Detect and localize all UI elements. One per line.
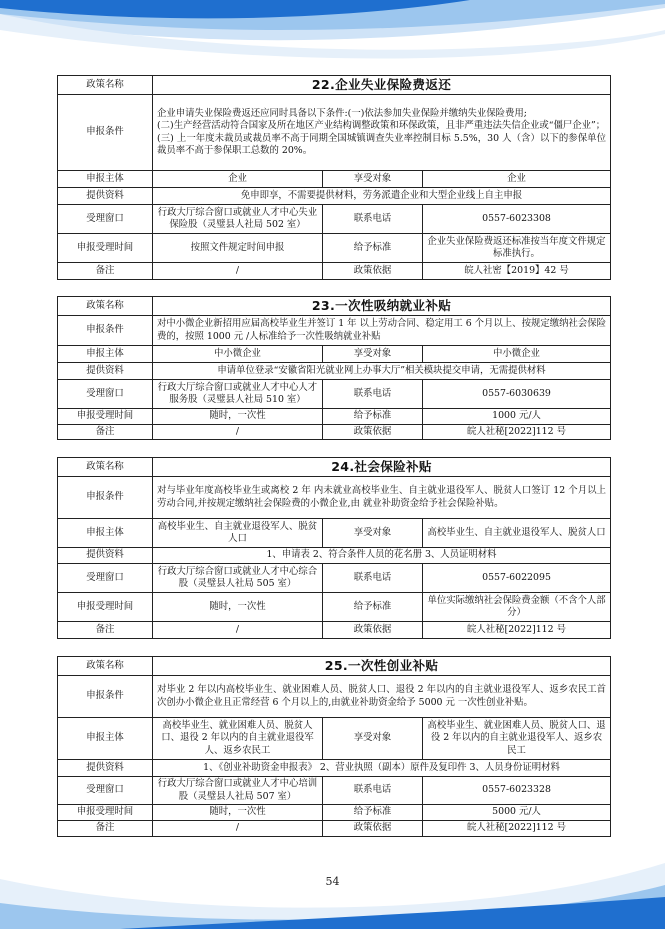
- basis-value: 皖人社秘[2022]112 号: [423, 424, 611, 440]
- time-value: 随时，一次性: [153, 409, 323, 425]
- beneficiary-label: 享受对象: [323, 346, 423, 363]
- page-number: 54: [325, 875, 340, 888]
- materials-value: 1、申请表 2、符合条件人员的花名册 3、人员证明材料: [153, 548, 611, 564]
- policy-title: 24.社会保险补贴: [153, 458, 611, 477]
- remark-value: /: [153, 424, 323, 440]
- footer-wave-decoration: [0, 819, 665, 929]
- materials-label: 提供资料: [58, 188, 153, 205]
- window-label: 受理窗口: [58, 777, 153, 805]
- header-wave-decoration: [0, 0, 665, 80]
- subject-value: 中小微企业: [153, 346, 323, 363]
- standard-value: 单位实际缴纳社会保险费金额（不含个人部分）: [423, 593, 611, 622]
- subject-label: 申报主体: [58, 519, 153, 548]
- window-label: 受理窗口: [58, 205, 153, 234]
- policy-table-25: [57, 656, 611, 837]
- remark-label: 备注: [58, 424, 153, 440]
- policy-table-22: [57, 75, 611, 280]
- remark-value: /: [153, 821, 323, 837]
- conditions-label: 申报条件: [58, 316, 153, 346]
- condition-line: (三) 上一年度未裁员或裁员率不高于同期全国城镇调查失业率控制目标 5.5%，30 人（含）以下的参保单位裁员率不高于参保职工总数的 20%。: [157, 132, 606, 156]
- policy-name-label: 政策名称: [58, 76, 153, 95]
- phone-label: 联系电话: [323, 380, 423, 409]
- beneficiary-value: 高校毕业生、就业困难人员、脱贫人口、退役 2 年以内的自主就业退役军人、返乡农民工: [423, 718, 611, 760]
- subject-value: 高校毕业生、自主就业退役军人、脱贫人口: [153, 519, 323, 548]
- phone-value: 0557-6023328: [423, 777, 611, 805]
- beneficiary-label: 享受对象: [323, 718, 423, 760]
- time-label: 申报受理时间: [58, 805, 153, 821]
- beneficiary-label: 享受对象: [323, 519, 423, 548]
- phone-label: 联系电话: [323, 205, 423, 234]
- phone-value: 0557-6022095: [423, 564, 611, 593]
- window-label: 受理窗口: [58, 380, 153, 409]
- conditions-text: [153, 95, 611, 171]
- window-value: 行政大厅综合窗口或就业人才中心失业保险股（灵璧县人社局 502 室）: [153, 205, 323, 234]
- standard-label: 给予标准: [323, 409, 423, 425]
- conditions-text: 对毕业 2 年以内高校毕业生、就业困难人员、脱贫人口、退役 2 年以内的自主就业退役军人、返乡农民工首次创办小微企业且正常经营 6 个月以上的,由就业补助资金给予 5000 元 一次性创业补贴。: [153, 676, 611, 718]
- time-value: 按照文件规定时间申报: [153, 234, 323, 263]
- policy-title: 23.一次性吸纳就业补贴: [153, 297, 611, 316]
- materials-label: 提供资料: [58, 363, 153, 380]
- phone-value: 0557-6030639: [423, 380, 611, 409]
- remark-value: /: [153, 622, 323, 639]
- conditions-text: 对中小微企业新招用应届高校毕业生并签订 1 年 以上劳动合同、稳定用工 6 个月以上、按规定缴纳社会保险费的，按照 1000 元 /人标准给予一次性吸纳就业补贴: [153, 316, 611, 346]
- materials-value: 1、《创业补助资金申报表》 2、营业执照（副本）原件及复印件 3、人员身份证明材料: [153, 760, 611, 777]
- subject-value: 高校毕业生、就业困难人员、脱贫人口、退役 2 年以内的自主就业退役军人、返乡农民工: [153, 718, 323, 760]
- window-value: 行政大厅综合窗口或就业人才中心培训股（灵璧县人社局 507 室）: [153, 777, 323, 805]
- standard-value: 1000 元/人: [423, 409, 611, 425]
- window-value: 行政大厅综合窗口或就业人才中心综合股（灵璧县人社局 505 室）: [153, 564, 323, 593]
- basis-value: 皖人社秘[2022]112 号: [423, 622, 611, 639]
- materials-value: 申请单位登录“安徽省阳光就业网上办事大厅”相关模块提交申请，无需提供材料: [153, 363, 611, 380]
- policy-title: 25.一次性创业补贴: [153, 657, 611, 676]
- conditions-label: 申报条件: [58, 95, 153, 171]
- beneficiary-value: 高校毕业生、自主就业退役军人、脱贫人口: [423, 519, 611, 548]
- conditions-label: 申报条件: [58, 676, 153, 718]
- time-label: 申报受理时间: [58, 234, 153, 263]
- subject-label: 申报主体: [58, 171, 153, 188]
- subject-label: 申报主体: [58, 346, 153, 363]
- time-label: 申报受理时间: [58, 593, 153, 622]
- policy-name-label: 政策名称: [58, 657, 153, 676]
- basis-label: 政策依据: [323, 821, 423, 837]
- standard-label: 给予标准: [323, 805, 423, 821]
- condition-line: 企业申请失业保险费返还应同时具备以下条件:(一)依法参加失业保险并缴纳失业保险费用;: [157, 107, 527, 119]
- policy-name-label: 政策名称: [58, 297, 153, 316]
- condition-line: (二)生产经营活动符合国家及所在地区产业结构调整政策和环保政策，且非严重违法失信企业或“僵尸企业”；: [157, 120, 606, 131]
- window-value: 行政大厅综合窗口或就业人才中心人才服务股（灵璧县人社局 510 室）: [153, 380, 323, 409]
- materials-label: 提供资料: [58, 548, 153, 564]
- remark-label: 备注: [58, 263, 153, 280]
- policy-title: 22.企业失业保险费返还: [153, 76, 611, 95]
- subject-label: 申报主体: [58, 718, 153, 760]
- phone-label: 联系电话: [323, 777, 423, 805]
- phone-label: 联系电话: [323, 564, 423, 593]
- basis-label: 政策依据: [323, 263, 423, 280]
- materials-value: 免申即享，不需要提供材料，劳务派遣企业和大型企业线上自主申报: [153, 188, 611, 205]
- time-value: 随时，一次性: [153, 593, 323, 622]
- conditions-text: 对与毕业年度高校毕业生或离校 2 年 内未就业高校毕业生、自主就业退役军人、脱贫人口签订 12 个月以上劳动合同,并按规定缴纳社会保险费的小微企业,由 就业补助资金给予社会保险补贴。: [153, 477, 611, 519]
- basis-label: 政策依据: [323, 424, 423, 440]
- beneficiary-value: 企业: [423, 171, 611, 188]
- standard-label: 给予标准: [323, 234, 423, 263]
- remark-label: 备注: [58, 821, 153, 837]
- policy-table-24: [57, 457, 611, 639]
- policy-name-label: 政策名称: [58, 458, 153, 477]
- policy-table-23: [57, 296, 611, 440]
- phone-value: 0557-6023308: [423, 205, 611, 234]
- materials-label: 提供资料: [58, 760, 153, 777]
- remark-value: /: [153, 263, 323, 280]
- subject-value: 企业: [153, 171, 323, 188]
- remark-label: 备注: [58, 622, 153, 639]
- beneficiary-label: 享受对象: [323, 171, 423, 188]
- conditions-label: 申报条件: [58, 477, 153, 519]
- standard-label: 给予标准: [323, 593, 423, 622]
- standard-value: 5000 元/人: [423, 805, 611, 821]
- standard-value: 企业失业保险费返还标准按当年度文件规定标准执行。: [423, 234, 611, 263]
- time-label: 申报受理时间: [58, 409, 153, 425]
- basis-value: 皖人社秘[2022]112 号: [423, 821, 611, 837]
- basis-label: 政策依据: [323, 622, 423, 639]
- window-label: 受理窗口: [58, 564, 153, 593]
- beneficiary-value: 中小微企业: [423, 346, 611, 363]
- basis-value: 皖人社密【2019】42 号: [423, 263, 611, 280]
- time-value: 随时，一次性: [153, 805, 323, 821]
